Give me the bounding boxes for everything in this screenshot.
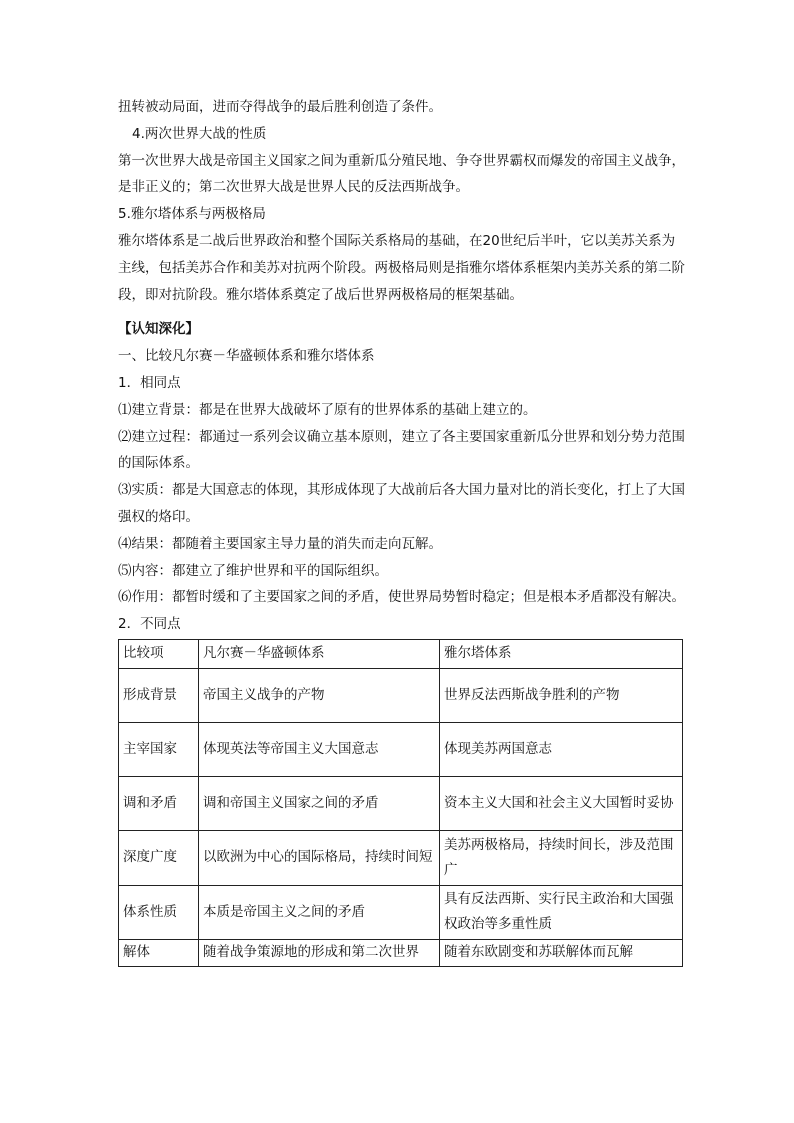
subheading-comparison: 一、比较凡尔赛－华盛顿体系和雅尔塔体系 (118, 348, 375, 365)
table-header-cell: 凡尔赛－华盛顿体系 (199, 639, 440, 668)
table-row (119, 830, 683, 885)
table-cell: 解体 (119, 939, 199, 966)
paragraph-yalta-bipolar: 雅尔塔体系是二战后世界政治和整个国际关系格局的基础，在20世纪后半叶，它以美苏关系为主线，包括美苏合作和美苏对抗两个阶段。两极格局则是指雅尔塔体系框架内美苏关系的第二阶段，即对抗阶段。雅尔塔体系奠定了战后世界两极格局的框架基础。 (118, 232, 685, 303)
table-cell: 深度广度 (119, 830, 199, 885)
section-heading: 【认知深化】 (118, 321, 199, 338)
similarity-item: ⑶实质：都是大国意志的体现，其形成体现了大战前后各大国力量对比的消长变化，打上了大国强权的烙印。 (118, 482, 685, 525)
table-cell: 主宰国家 (119, 722, 199, 776)
table-row (119, 885, 683, 939)
table-header-cell: 雅尔塔体系 (440, 639, 683, 668)
table-cell: 资本主义大国和社会主义大国暂时妥协 (440, 776, 683, 830)
table-cell: 帝国主义战争的产物 (199, 668, 440, 722)
paragraph-continuation: 扭转被动局面，进而夺得战争的最后胜利创造了条件。 (118, 99, 442, 115)
table-row (119, 722, 683, 776)
table-cell: 随着东欧剧变和苏联解体而瓦解 (440, 939, 683, 966)
document-body (118, 94, 688, 967)
table-cell: 调和帝国主义国家之间的矛盾 (199, 776, 440, 830)
heading-yalta-bipolar: 5.雅尔塔体系与两极格局 (118, 206, 266, 223)
similarity-item: ⑹作用：都暂时缓和了主要国家之间的矛盾，使世界局势暂时稳定；但是根本矛盾都没有解决。 (118, 589, 685, 606)
table-cell: 体现美苏两国意志 (440, 722, 683, 776)
table-row (119, 939, 683, 966)
table-cell: 随着战争策源地的形成和第二次世界 (199, 939, 440, 966)
table-row (119, 776, 683, 830)
table-cell: 具有反法西斯、实行民主政治和大国强权政治等多重性质 (440, 885, 683, 939)
similarities-title: 1．相同点 (118, 374, 181, 391)
table-cell: 形成背景 (119, 668, 199, 722)
similarity-item: ⑵建立过程：都通过一系列会议确立基本原则，建立了各主要国家重新瓜分世界和划分势力范围的国际体系。 (118, 428, 685, 472)
table-cell: 体系性质 (119, 885, 199, 939)
table-row (119, 668, 683, 722)
paragraph-war-nature: 第一次世界大战是帝国主义国家之间为重新瓜分殖民地、争夺世界霸权而爆发的帝国主义战争，是非正义的；第二次世界大战是世界人民的反法西斯战争。 (118, 152, 685, 196)
differences-title: 2．不同点 (118, 616, 181, 633)
comparison-table (118, 639, 683, 967)
table-cell: 美苏两极格局，持续时间长，涉及范围广 (440, 830, 683, 885)
table-header-row (119, 639, 683, 668)
table-header-cell: 比较项 (119, 639, 199, 668)
heading-war-nature: 4.两次世界大战的性质 (132, 125, 267, 142)
similarity-item: ⑷结果：都随着主要国家主导力量的消失而走向瓦解。 (118, 535, 442, 552)
similarity-item: ⑸内容：都建立了维护世界和平的国际组织。 (118, 562, 388, 579)
similarity-item: ⑴建立背景：都是在世界大战破坏了原有的世界体系的基础上建立的。 (118, 401, 537, 418)
table-cell: 以欧洲为中心的国际格局，持续时间短 (199, 830, 440, 885)
table-cell: 调和矛盾 (119, 776, 199, 830)
table-cell: 本质是帝国主义之间的矛盾 (199, 885, 440, 939)
table-cell: 世界反法西斯战争胜利的产物 (440, 668, 683, 722)
table-cell: 体现英法等帝国主义大国意志 (199, 722, 440, 776)
